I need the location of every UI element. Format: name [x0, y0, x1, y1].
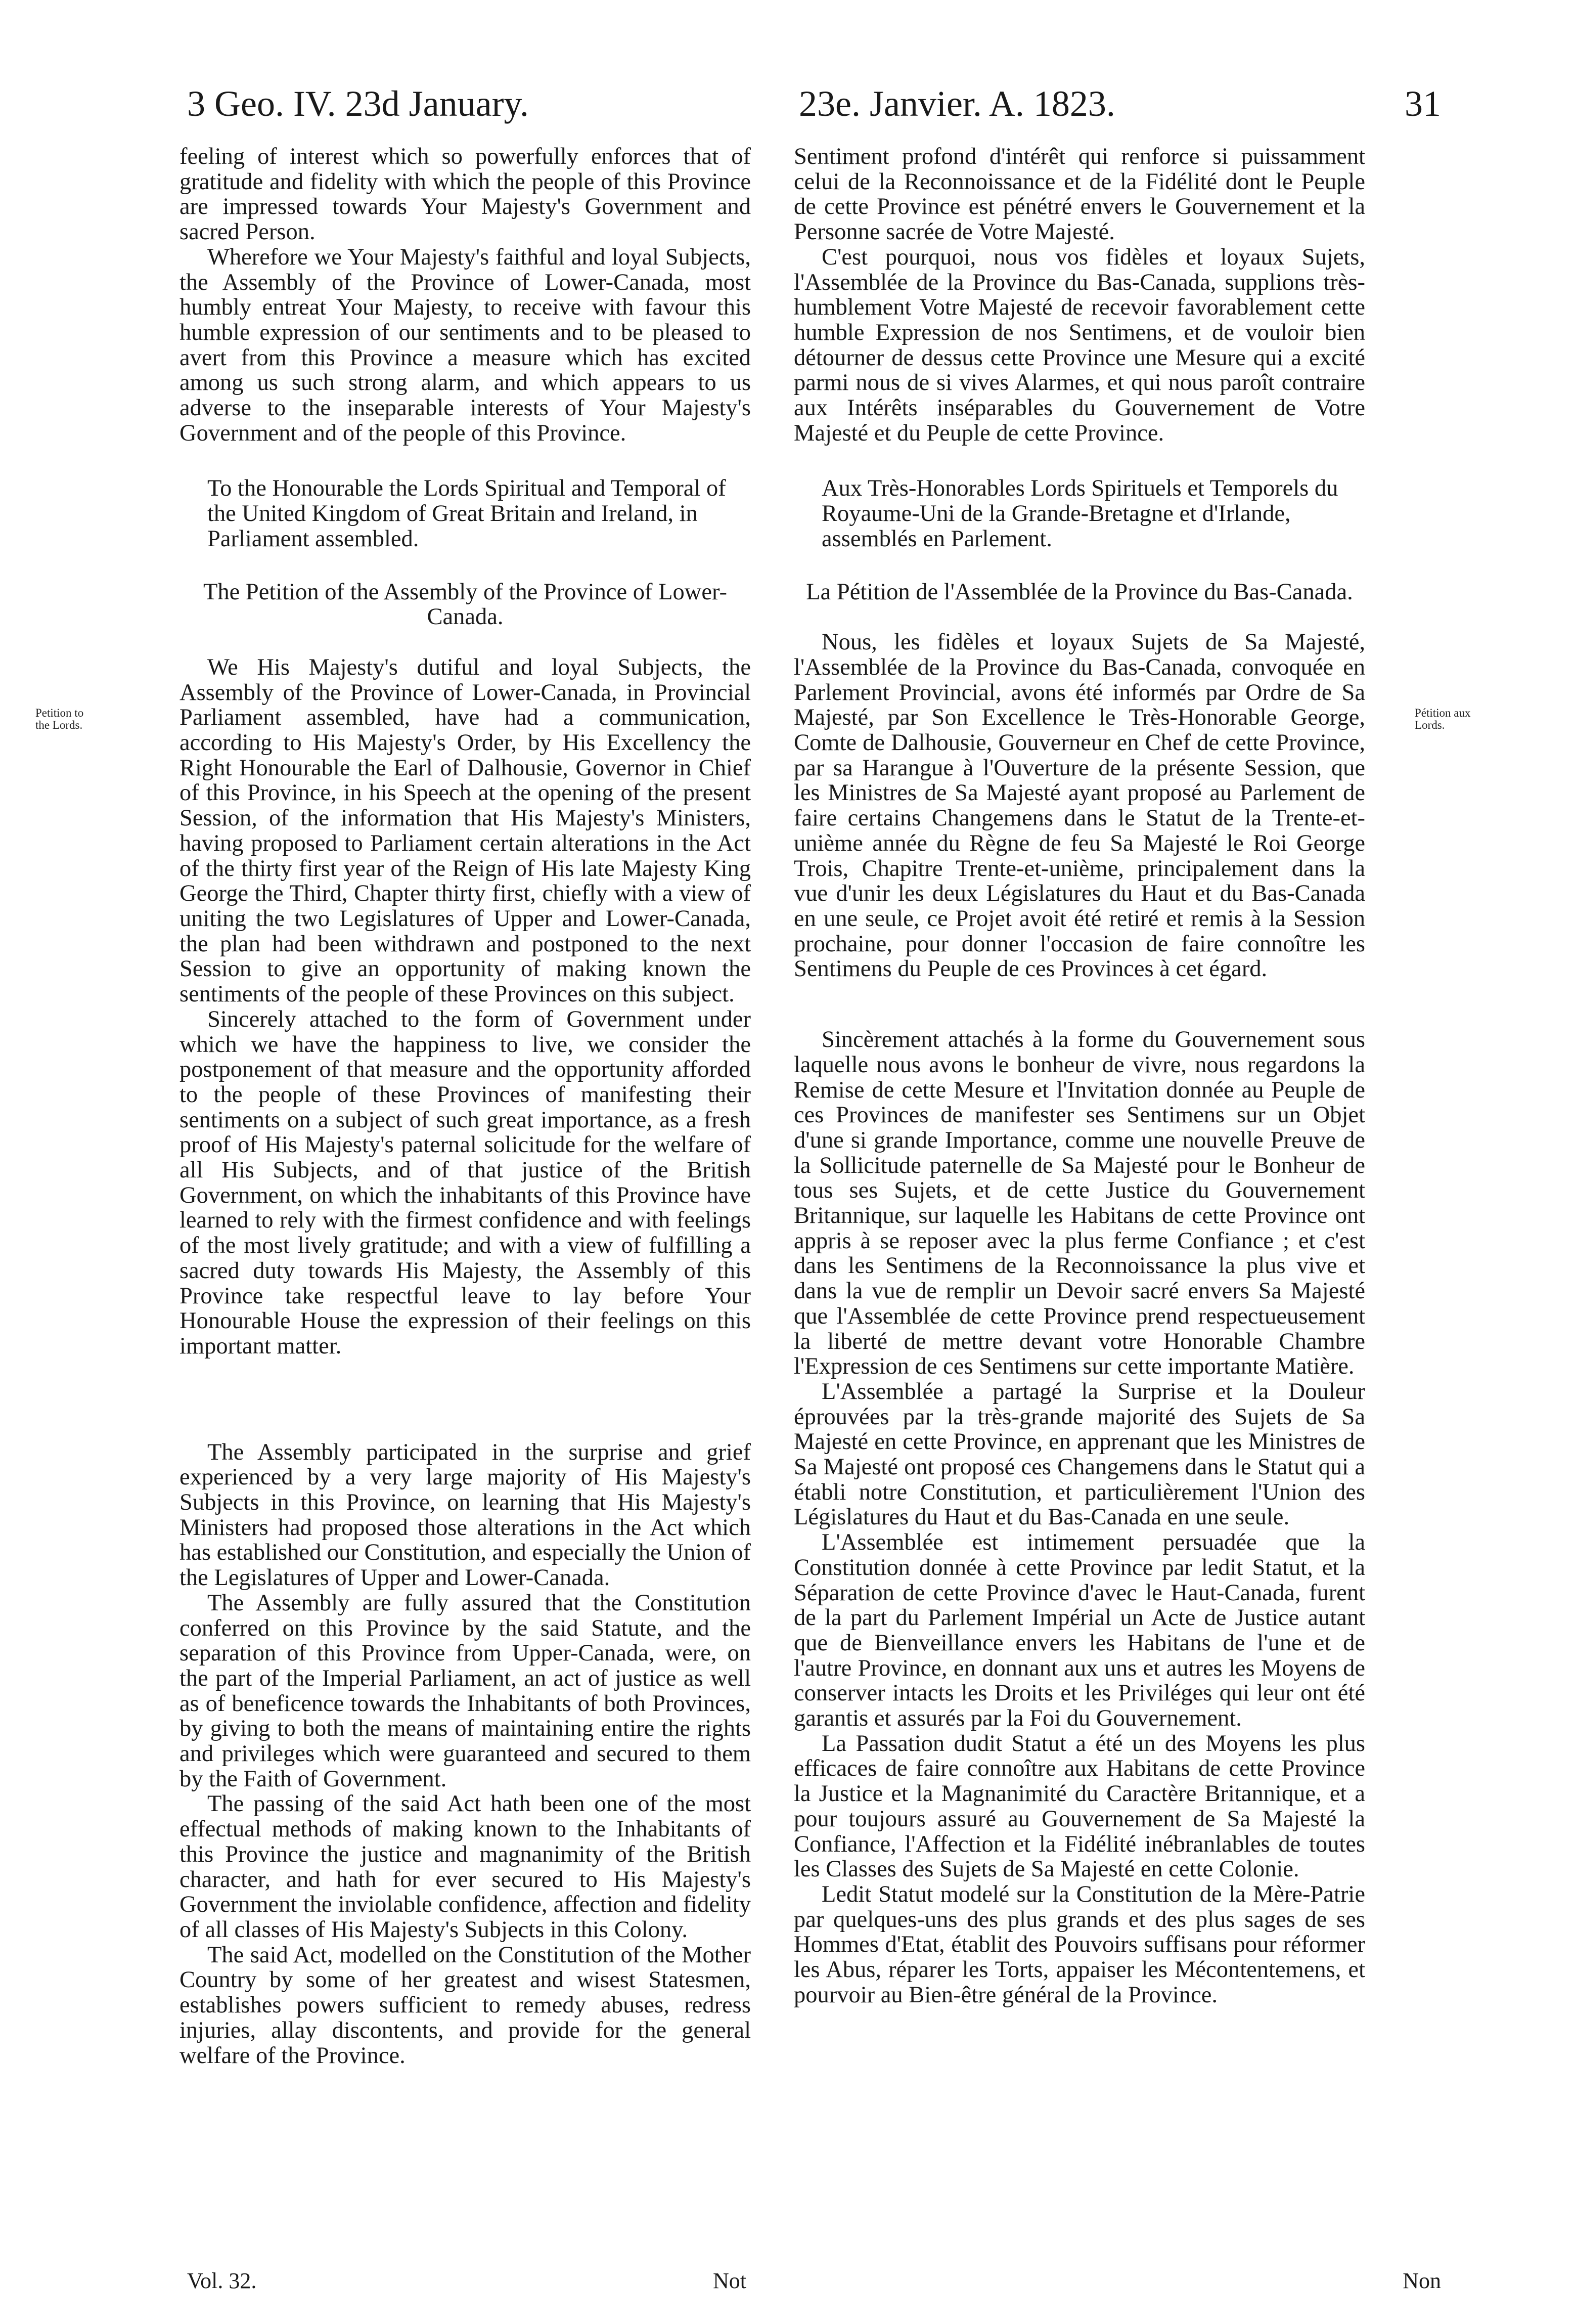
margin-note-english: Petition to the Lords.: [35, 707, 84, 731]
page-footer: [187, 2266, 1441, 2296]
english-paragraph-8: The said Act, modelled on the Constitution of the Mother Country by some of her greatest and wisest Statesmen, establishes powers sufficient to remedy abuses, redress injuries, allay discontents, and provide for the general welfare of the Province.: [179, 1942, 751, 2069]
english-column: [179, 144, 751, 2068]
french-paragraph-5: L'Assemblée a partagé la Surprise et la Douleur éprouvées par la très-grande majorité des Sujets de Sa Majesté en cette Province, en apprenant que les Ministres de Sa Majesté ont proposé ces Changemens dans le Statut qui a établi notre Constitution, et particulièrement l'Union des Législatures du Haut et du Bas-Canada en une seule.: [794, 1378, 1365, 1530]
margin-note-french: Pétition aux Lords.: [1415, 707, 1471, 731]
english-paragraph-7: The passing of the said Act hath been one of the most effectual methods of making known to the Inhabitants of this Province the justice and magnanimity of the British character, and hath for ever secured to His Majesty's Government the inviolable confidence, affection and fidelity of all classes of His Majesty's Subjects in this Colony.: [179, 1791, 751, 1943]
catchword-english: Not: [713, 2268, 746, 2293]
english-paragraph-4: Sincerely attached to the form of Government under which we have the happiness to live, we consider the postponement of that measure and the opportunity afforded to the people of these Provinces of manifesting their sentiments on a subject of such great importance, as a fresh proof of His Majesty's paternal solicitude for the welfare of all His Subjects, and of that justice of the British Government, on which the inhabitants of this Province have learned to rely with the firmest confidence and with feelings of the most lively gratitude; and with a view of fulfilling a sacred duty towards His Majesty, the Assembly of this Province take respectful leave to lay before Your Honourable House the expression of their feelings on this important matter.: [179, 1006, 751, 1359]
french-paragraph-4: Sincèrement attachés à la forme du Gouvernement sous laquelle nous avons le bonheur de vivre, nous regardons la Remise de cette Mesure et l'Invitation donnée au Peuple de ces Provinces de manifester ses Sentimens sur un Objet d'une si grande Importance, comme une nouvelle Preuve de la Sollicitude paternelle de Sa Majesté pour le Bonheur de tous ses Sujets, et de cette Justice du Gouvernement Britannique, sur laquelle les Habitans de cette Province ont appris à se reposer avec la plus ferme Confiance ; et c'est dans les Sentimens de la Reconnoissance la plus vive et dans la vue de remplir un Devoir sacré envers Sa Majesté que l'Assemblée de cette Province prend respectueusement la liberté de mettre devant votre Honorable Chambre l'Expression de ces Sentimens sur cette importante Matière.: [794, 1027, 1365, 1380]
french-paragraph-7: La Passation dudit Statut a été un des Moyens les plus efficaces de faire connoître aux Habitans de cette Province la Justice et la Magnanimité du Caractère Britannique, et a pour toujours assuré au Gouvernement de Sa Majesté la Confiance, l'Affection et la Fidélité inébranlables de toutes les Classes des Sujets de Sa Majesté en cette Colonie.: [794, 1730, 1365, 1882]
english-paragraph-2: Wherefore we Your Majesty's faithful and loyal Subjects, the Assembly of the Province of Lower-Canada, most humbly entreat Your Majesty, to receive with favour this humble expression of our sentiments and to be pleased to avert from this Province a measure which has excited among us such strong alarm, and which appears to us adverse to the inseparable interests of Your Majesty's Government and of the people of this Province.: [179, 244, 751, 446]
english-paragraph-1: feeling of interest which so powerfully enforces that of gratitude and fidelity with which the people of this Province are impressed towards Your Majesty's Government and sacred Person.: [179, 144, 751, 245]
volume-signature: Vol. 32.: [187, 2268, 257, 2293]
english-paragraph-6: The Assembly are fully assured that the Constitution conferred on this Province by the said Statute, and the separation of this Province from Upper-Canada, were, on the part of the Imperial Parliament, an act of justice as well as of beneficence towards the Inhabitants of both Provinces, by giving to both the means of maintaining entire the rights and privileges which were guaranteed and secured to them by the Faith of Government.: [179, 1590, 751, 1792]
english-petition-title: The Petition of the Assembly of the Province of Lower-Canada.: [203, 579, 728, 630]
french-paragraph-8: Ledit Statut modelé sur la Constitution de la Mère-Patrie par quelques-uns des plus grands et des plus sages de ses Hommes d'Etat, établit des Pouvoirs suffisans pour réformer les Abus, réparer les Torts, appaiser les Mécontentemens, et pourvoir au Bien-être général de la Province.: [794, 1881, 1365, 2008]
english-address: To the Honourable the Lords Spiritual and Temporal of the United Kingdom of Great Britain and Ireland, in Parliament assembled.: [207, 475, 726, 552]
french-paragraph-6: L'Assemblée est intimement persuadée que la Constitution donnée à cette Province par ledit Statut, et la Séparation de cette Province d'avec le Haut-Canada, furent de la part du Parlement Impérial un Acte de Justice autant que de Bienveillance envers les Habitans de l'une et de l'autre Province, en donnant aux uns et autres les Moyens de conserver intacts les Droits et les Priviléges qui leur ont été garantis et assurés par la Foi du Gouvernement.: [794, 1529, 1365, 1732]
french-paragraph-1: Sentiment profond d'intérêt qui renforce si puissamment celui de la Reconnoissance et de la Fidélité dont le Peuple de cette Province est pénétré envers le Gouvernement et la Personne sacrée de Votre Majesté.: [794, 144, 1365, 245]
french-address: Aux Très-Honorables Lords Spirituels et Temporels du Royaume-Uni de la Grande-Bretagne et d'Irlande, assemblés en Parlement.: [822, 475, 1338, 552]
english-paragraph-5: The Assembly participated in the surprise and grief experienced by a very large majority of His Majesty's Subjects in this Province, on learning that His Majesty's Ministers had proposed those alterations in the Act which has established our Constitution, and especially the Union of the Legislatures of Upper and Lower-Canada.: [179, 1439, 751, 1591]
french-petition-title: La Pétition de l'Assemblée de la Province du Bas-Canada.: [806, 579, 1353, 605]
header-french: 23e. Janvier. A. 1823.: [799, 83, 1115, 124]
header-english: 3 Geo. IV. 23d January.: [187, 83, 529, 124]
french-column: [794, 144, 1365, 2008]
catchword-french: Non: [1403, 2268, 1441, 2293]
french-paragraph-2: C'est pourquoi, nous vos fidèles et loyaux Sujets, l'Assemblée de la Province du Bas-Canada, supplions très-humblement Votre Majesté de recevoir favorablement cette humble Expression de nos Sentimens, et de vouloir bien détourner de dessus cette Province une Mesure qui a excité parmi nous de si vives Alarmes, et qui nous paroît contraire aux Intérêts inséparables du Gouvernement de Votre Majesté et du Peuple de cette Province.: [794, 244, 1365, 446]
running-header: [187, 76, 1441, 131]
page-number: 31: [1405, 83, 1441, 124]
french-paragraph-3: Nous, les fidèles et loyaux Sujets de Sa Majesté, l'Assemblée de la Province du Bas-Canada, convoquée en Parlement Provincial, avons été informés par Ordre de Sa Majesté, par Son Excellence le Très-Honorable George, Comte de Dalhousie, Gouverneur en Chef de cette Province, par sa Harangue à l'Ouverture de la présente Session, que les Ministres de Sa Majesté ayant proposé au Parlement de faire certains Changemens dans le Statut de la Trente-et-unième année du Règne de feu Sa Majesté le Roi George Trois, Chapitre Trente-et-unième, principalement dans la vue d'unir les deux Législatures du Haut et du Bas-Canada en une seule, ce Projet avoit été retiré et remis à la Session prochaine, pour donner l'occasion de faire connoître les Sentimens du Peuple de ces Provinces à cet égard.: [794, 629, 1365, 982]
english-paragraph-3: We His Majesty's dutiful and loyal Subjects, the Assembly of the Province of Lower-Canada, in Provincial Parliament assembled, have had a communication, according to His Majesty's Order, by His Excellency the Right Honourable the Earl of Dalhousie, Governor in Chief of this Province, in his Speech at the opening of the present Session, of the information that His Majesty's Ministers, having proposed to Parliament certain alterations in the Act of the thirty first year of the Reign of His late Majesty King George the Third, Chapter thirty first, chiefly with a view of uniting the two Legislatures of Upper and Lower-Canada, the plan had been withdrawn and postponed to the next Session to give an opportunity of making known the sentiments of the people of these Provinces on this subject.: [179, 654, 751, 1007]
